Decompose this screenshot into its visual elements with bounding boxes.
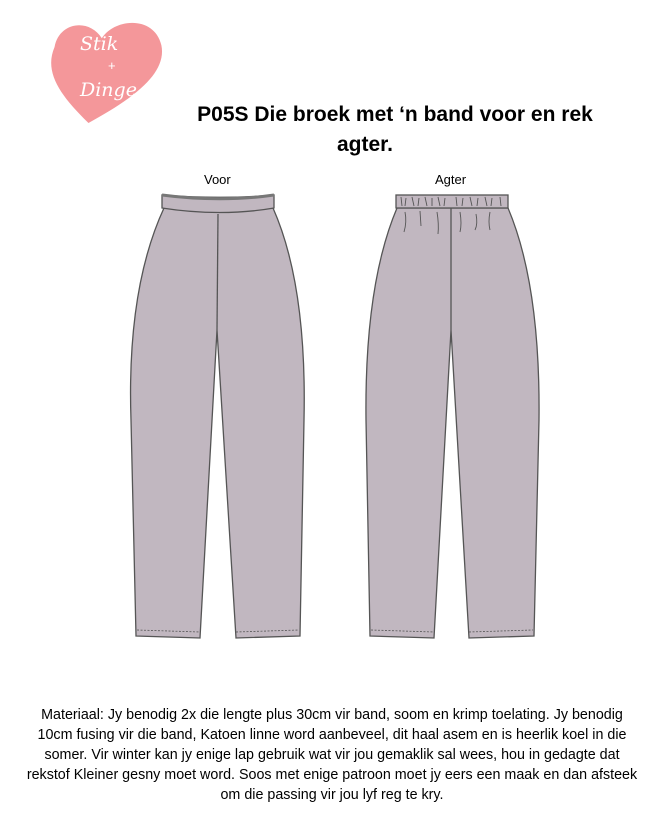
logo-line-1: Stik — [80, 33, 119, 55]
front-view-label: Voor — [204, 172, 231, 187]
back-pants-drawing — [366, 195, 539, 638]
front-pants-drawing — [131, 195, 305, 638]
title-line-2: agter. — [336, 133, 394, 156]
material-description: Materiaal: Jy benodig 2x die lengte plus 30cm vir band, soom en krimp toelating. Jy benodig 10cm fusing vir die band, Katoen linne word aanbeveel, dit haal asem en is heerlik koel in die somer. Vir winter kan jy enige lap gebruik wat vir jou gemaklik sal wees, hou in gedagte dat rekstof Kleiner gesny moet word. Soos met enige patroon moet jy eers een maak en dan afsteek om die passing vir jou lyf reg te kry. — [26, 707, 638, 803]
logo-symbol: + — [108, 58, 116, 73]
back-view-label: Agter — [435, 172, 467, 187]
logo-line-2: Dinge — [80, 79, 137, 101]
title-line-1: P05S Die broek met ‘n band voor en rek — [197, 103, 593, 126]
